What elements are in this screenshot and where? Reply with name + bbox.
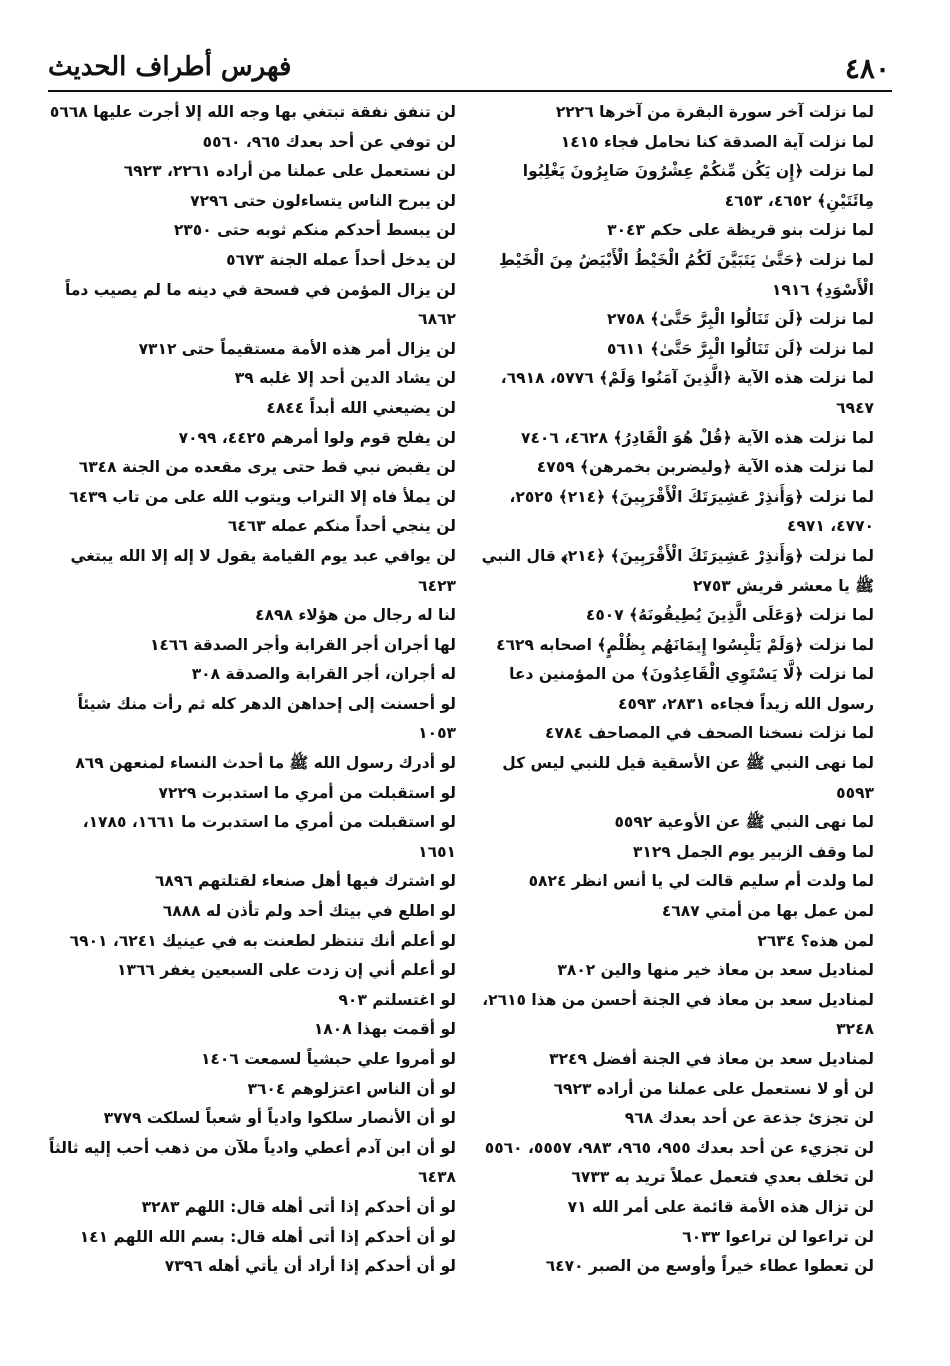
index-entry: لن تزال هذه الأمة قائمة على أمر الله ٧١ (567, 1197, 874, 1216)
index-entry: له أجران، أجر القرابة والصدقة ٣٠٨ (191, 665, 456, 684)
index-entry: لما نزلت ﴿إِن يَكُن مِّنكُمْ عِشْرُونَ صَابِرُونَ يَغْلِبُوا مِائَتَيْنِ﴾ ٤٦٥٢، ٤٦٥٣ (522, 162, 874, 210)
index-entry: لن يزال أمر هذه الأمة مستقيماً حتى ٧٣١٢ (138, 339, 456, 358)
index-entry: لمناديل سعد بن معاذ في الجنة أحسن من هذا ٢٦١٥، ٣٢٤٨ (482, 990, 874, 1039)
index-entry: لو أن الناس اعتزلوهم ٣٦٠٤ (247, 1079, 456, 1098)
index-entry: لما نهى النبي ﷺ عن الأسقية قيل للنبي ليس كل ٥٥٩٣ (502, 754, 874, 802)
header-rule (48, 90, 892, 92)
index-entry: لو أعلم أني إن زدت على السبعين يغفر ١٣٦٦ (117, 961, 456, 980)
index-entry: لن يضيعني الله أبداً ٤٨٤٤ (266, 398, 456, 417)
page-number: ٤٨٠ (844, 52, 890, 85)
index-entry: لما نزلت ﴿لَّا يَسْتَوِي الْقَاعِدُونَ﴾ من المؤمنين دعا رسول الله زيداً فجاءه ٢٨٣١، ٤٥٩٣ (509, 665, 874, 713)
index-entry: لو اغتسلتم ٩٠٣ (338, 990, 456, 1009)
index-entry: لما نزلت آية الصدقة كنا نحامل فجاء ١٤١٥ (560, 132, 874, 151)
index-entry: لمناديل سعد بن معاذ في الجنة أفضل ٣٢٤٩ (549, 1050, 874, 1068)
index-column-left (40, 98, 456, 1282)
index-entry: لو أمروا علي حبشياً لسمعت ١٤٠٦ (200, 1050, 456, 1068)
index-entry: لن توفي عن أحد بعدك ٩٦٥، ٥٥٦٠ (202, 132, 456, 151)
index-entry: لمن هذه؟ ٢٦٣٤ (757, 931, 874, 950)
index-entry: لما نزلت ﴿حَتَّىٰ يَتَبَيَّنَ لَكُمُ الْخَيْطُ الْأَبْيَضُ مِنَ الْخَيْطِ الْأَسْوَدِ﴾ ١٩١٦ (498, 250, 874, 299)
index-entry: لو أن أحدكم إذا أتى أهله قال: بسم الله اللهم ١٤١ (79, 1227, 456, 1246)
index-entry: لو استقبلت من أمري ما استدبرت ٧٢٢٩ (158, 783, 456, 802)
index-entry: لها أجران أجر القرابة وأجر الصدقة ١٤٦٦ (149, 635, 456, 654)
index-entry: لو أعلم أنك تنتظر لطعنت به في عينيك ٦٢٤١، ٦٩٠١ (69, 931, 456, 950)
index-entry: لو أحسنت إلى إحداهن الدهر كله ثم رأت منك شيئاً ١٠٥٣ (77, 694, 456, 743)
index-entry: لما نزلت نسخنا الصحف في المصاحف ٤٧٨٤ (545, 724, 874, 743)
page-header (48, 50, 890, 88)
index-entry: لما وقف الزبير يوم الجمل ٣١٢٩ (632, 842, 874, 861)
index-column-right (466, 98, 874, 1282)
index-entry: لن يبسط أحدكم منكم ثوبه حتى ٢٣٥٠ (173, 221, 456, 240)
index-entry: لما نزلت ﴿وَأَنذِرْ عَشِيرَتَكَ الْأَقْرَبِينَ﴾ ﴿٢١٤﴾ ٢٥٢٥، ٤٧٧٠، ٤٩٧١ (509, 487, 874, 536)
index-entry: لما نزلت هذه الآية ﴿وليضربن بخمرهن﴾ ٤٧٥٩ (536, 458, 874, 477)
index-entry: لن أو لا نستعمل على عملنا من أراده ٦٩٢٣ (553, 1079, 874, 1098)
index-entry: لما نزلت ﴿وَعَلَى الَّذِينَ يُطِيقُونَهُ﴾ ٤٥٠٧ (585, 606, 874, 625)
index-entry: لما نزلت هذه الآية ﴿قُلْ هُوَ الْقَادِرُ﴾ ٤٦٢٨، ٧٤٠٦ (520, 428, 874, 447)
index-entry: لو اشترك فيها أهل صنعاء لقتلتهم ٦٨٩٦ (154, 872, 456, 891)
index-entry: لما نهى النبي ﷺ عن الأوعية ٥٥٩٢ (614, 813, 874, 832)
index-entry: لو استقبلت من أمري ما استدبرت ما ١٦٦١، ١٧٨٥، ١٦٥١ (82, 813, 456, 861)
index-entry: لما نزلت ﴿وَلَمْ يَلْبِسُوا إِيمَانَهُم بِظُلْمٍ﴾ اصحابه ٤٦٢٩ (496, 635, 874, 654)
index-entry: لنا له رجال من هؤلاء ٤٨٩٨ (255, 606, 456, 625)
index-entry: لو أن أحدكم إذا أراد أن يأتي أهله ٧٣٩٦ (164, 1257, 456, 1276)
index-entry: لن يفلح قوم ولوا أمرهم ٤٤٢٥، ٧٠٩٩ (178, 428, 456, 447)
index-entry: لما نزلت هذه الآية ﴿الَّذِينَ آمَنُوا وَلَمْ﴾ ٥٧٧٦، ٦٩١٨، ٦٩٤٧ (500, 369, 874, 417)
running-title: فهرس أطراف الحديث (48, 52, 292, 82)
index-entry: لن يملأ فاه إلا التراب ويتوب الله على من تاب ٦٤٣٩ (69, 487, 456, 506)
index-entry: لن تعطوا عطاء خيراً وأوسع من الصبر ٦٤٧٠ (545, 1257, 874, 1276)
index-entry: لو أدرك رسول الله ﷺ ما أحدث النساء لمنعهن ٨٦٩ (75, 754, 456, 773)
index-entry: لما نزلت ﴿وَأَنذِرْ عَشِيرَتَكَ الْأَقْرَبِينَ﴾ ﴿٢١٤﴾ قال النبي ﷺ يا معشر قريش ٢٧٥٣ (481, 546, 874, 595)
index-entry: لمن عمل بها من أمتي ٤٦٨٧ (661, 902, 874, 921)
index-entry: لن يقبض نبي قط حتى يرى مقعده من الجنة ٦٣٤٨ (78, 458, 456, 477)
index-entry: لما نزلت ﴿لَن تَنَالُوا الْبِرَّ حَتَّىٰ﴾ ٥٦١١ (607, 339, 874, 358)
index-entry: لن يبرح الناس يتساءلون حتى ٧٢٩٦ (190, 191, 456, 210)
index-entry: لمناديل سعد بن معاذ خير منها والين ٣٨٠٢ (557, 961, 874, 980)
index-entry: لن ينجي أحداً منكم عمله ٦٤٦٣ (227, 517, 456, 536)
index-entry: لو أن ابن آدم أعطي وادياً ملآن من ذهب أحب إليه ثالثاً ٦٤٣٨ (49, 1138, 456, 1187)
index-entry: لما نزلت بنو قريظة على حكم ٣٠٤٣ (607, 221, 874, 240)
index-entry: لو أن أحدكم إذا أتى أهله قال: اللهم ٣٢٨٣ (141, 1197, 456, 1216)
index-entry: لن تخلف بعدي فتعمل عملاً تريد به ٦٧٣٣ (571, 1168, 874, 1187)
index-entry: لن تنفق نفقة تبتغي بها وجه الله إلا أجرت عليها ٥٦٦٨ (49, 103, 456, 121)
index-entry: لما نزلت آخر سورة البقرة من آخرها ٢٢٢٦ (555, 103, 874, 121)
index-entry: لن يوافي عبد يوم القيامة يقول لا إله إلا الله يبتغي ٦٤٢٣ (70, 546, 456, 595)
index-entry: لن تراعوا لن تراعوا ٦٠٣٣ (682, 1227, 874, 1246)
index-entry: لن نستعمل على عملنا من أراده ٢٢٦١، ٦٩٢٣ (123, 162, 456, 181)
index-entry: لن يزال المؤمن في فسحة في دينه ما لم يصيب دماً ٦٨٦٢ (65, 280, 456, 329)
index-entry: لن تجزئ جذعة عن أحد بعدك ٩٦٨ (624, 1109, 874, 1128)
index-entry: لن يدخل أحداً عمله الجنة ٥٦٧٣ (226, 250, 456, 269)
index-entry: لو أقمت بهذا ١٨٠٨ (313, 1020, 456, 1039)
index-entry: لن تجزيء عن أحد بعدك ٩٥٥، ٩٦٥، ٩٨٣، ٥٥٥٧، ٥٥٦٠ (484, 1138, 874, 1157)
index-entry: لما نزلت ﴿لَن تَنَالُوا الْبِرَّ حَتَّىٰ﴾ ٢٧٥٨ (607, 310, 874, 329)
index-entry: لما ولدت أم سليم قالت لي يا أنس انظر ٥٨٢٤ (528, 872, 874, 891)
index-entry: لو اطلع في بيتك أحد ولم تأذن له ٦٨٨٨ (162, 902, 456, 921)
index-entry: لو أن الأنصار سلكوا وادياً أو شعباً لسلكت ٣٧٧٩ (103, 1109, 456, 1128)
index-entry: لن يشاد الدين أحد إلا غلبه ٣٩ (234, 369, 456, 388)
